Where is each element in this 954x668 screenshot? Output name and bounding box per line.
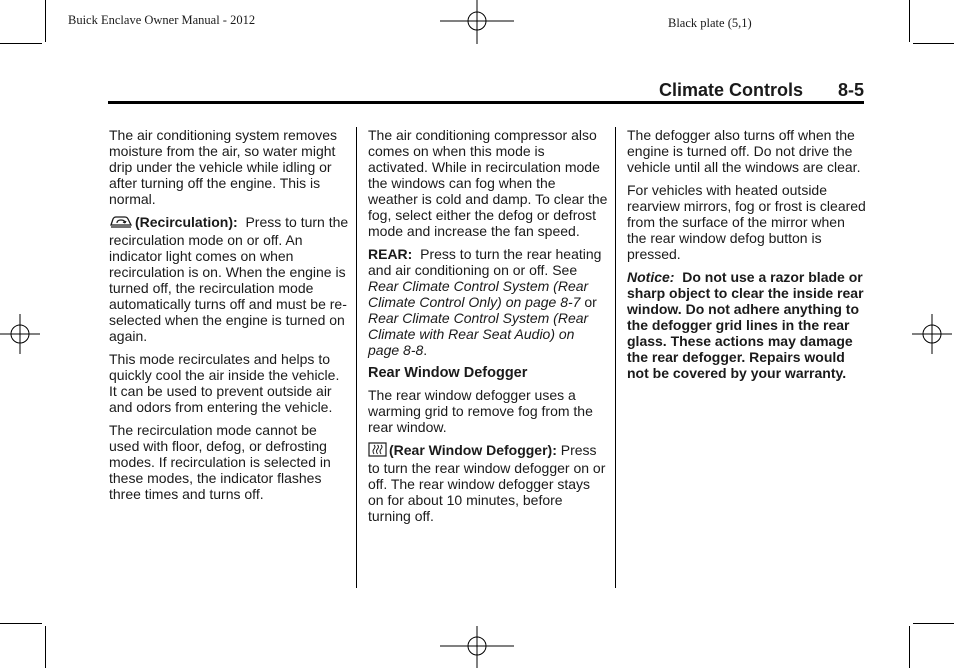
notice-paragraph xyxy=(627,269,867,381)
plate-label: Black plate (5,1) xyxy=(668,16,752,30)
connector-text: or xyxy=(584,294,597,310)
page-number: 8-5 xyxy=(838,80,865,100)
column-divider-1 xyxy=(356,127,357,588)
column-2 xyxy=(368,127,608,531)
period: . xyxy=(423,342,428,358)
defogger-paragraph xyxy=(368,442,608,524)
paragraph: The recirculation mode cannot be used with floor, defog, or defrosting modes. If recirculation is selected in these modes, the indicator flashes three times and turns off. xyxy=(109,422,331,502)
recirculation-icon xyxy=(109,214,133,232)
column-1 xyxy=(109,127,349,509)
rear-defogger-icon xyxy=(368,442,387,460)
reference-link[interactable]: Rear Climate Control System (Rear Climate with Rear Seat Audio) on page 8-8 xyxy=(368,310,589,358)
section-heading: Rear Window Defogger xyxy=(368,365,528,381)
recirculation-label: (Recirculation): xyxy=(135,214,238,230)
paragraph: The rear window defogger uses a warming grid to remove fog from the rear window. xyxy=(368,387,593,435)
registration-mark-left xyxy=(0,314,40,354)
notice-label: Notice: xyxy=(627,269,675,285)
notice-text: Do not use a razor blade or sharp object to clear the inside rear window. Do not adhere anything to the defogger grid lines in the rear glass. These actions may damage the rear defogger. Repairs would not be covered by your warranty. xyxy=(627,269,864,381)
paragraph: This mode recirculates and helps to quickly cool the air inside the vehicle. It can be used to prevent outside air and odors from entering the vehicle. xyxy=(109,351,340,415)
defogger-text: Press to turn the rear window defogger on or off. The rear window defogger stays on for about 10 minutes, before turning off. xyxy=(368,442,606,524)
rear-paragraph xyxy=(368,246,608,358)
registration-mark-bottom xyxy=(440,626,514,668)
recirculation-text: Press to turn the recirculation mode on or off. An indicator light comes on when recirculation is on. When the engine is turned off, the recirculation mode automatically turns off and must be re-selected when the engine is turned on again. xyxy=(109,214,349,344)
section-title: Climate Controls xyxy=(659,80,804,100)
defogger-label: (Rear Window Defogger): xyxy=(389,442,557,458)
rear-label: REAR: xyxy=(368,246,413,262)
registration-mark-top xyxy=(440,0,514,44)
recirculation-paragraph xyxy=(109,214,349,344)
paragraph: The air conditioning compressor also comes on when this mode is activated. While in recirculation mode the windows can fog when the weather is cold and damp. To clear the fog, select either the defog or defrost mode and increase the fan speed. xyxy=(368,127,608,239)
document-title: Buick Enclave Owner Manual - 2012 xyxy=(68,13,256,27)
paragraph: The defogger also turns off when the engine is turned off. Do not drive the vehicle until all the windows are clear. xyxy=(627,127,861,175)
paragraph: The air conditioning system removes moisture from the air, so water might drip under the vehicle while idling or after turning off the engine. This is normal. xyxy=(109,127,337,207)
column-3 xyxy=(627,127,867,388)
reference-link[interactable]: Rear Climate Control System (Rear Climate Control Only) on page 8-7 xyxy=(368,278,589,310)
column-divider-2 xyxy=(615,127,616,588)
paragraph: For vehicles with heated outside rearview mirrors, fog or frost is cleared from the surface of the mirror when the rear window defog button is pressed. xyxy=(627,182,866,262)
header-rule xyxy=(108,101,864,104)
rear-text: Press to turn the rear heating and air conditioning on or off. See xyxy=(368,246,602,278)
registration-mark-right xyxy=(912,314,952,354)
